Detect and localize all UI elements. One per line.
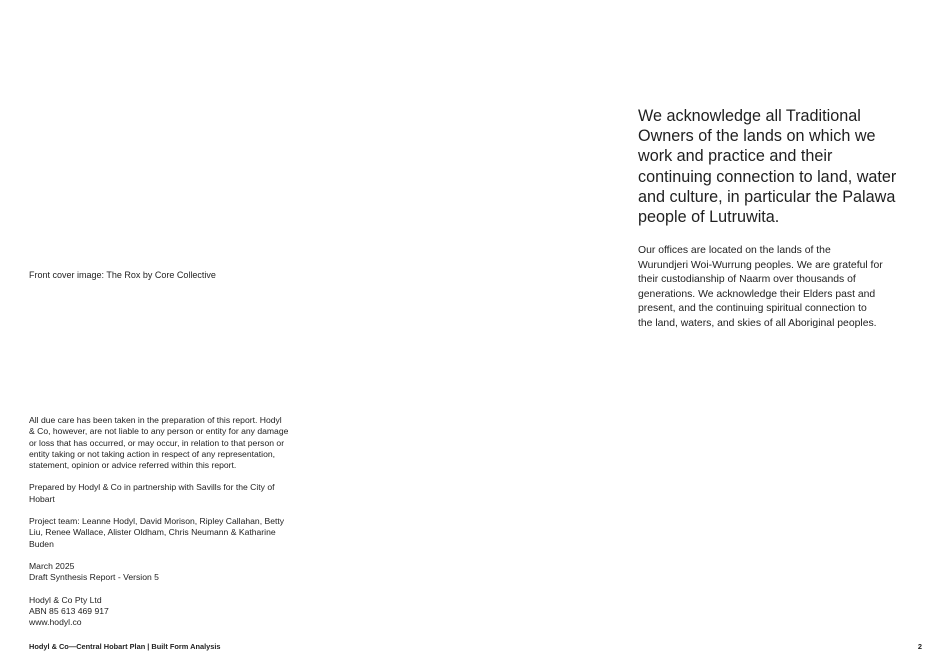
disclaimer-line: All due care has been taken in the preparation of this report. Hodyl [29, 415, 282, 425]
acknowledgement-body-line: their custodianship of Naarm over thousands of [638, 274, 856, 286]
acknowledgement-body-line: Our offices are located on the lands of the [638, 245, 831, 256]
acknowledgement-heading-line: people of Lutruwita. [638, 208, 780, 227]
acknowledgement-body-line: the land, waters, and skies of all Aboriginal peoples. [638, 317, 877, 329]
company-info-paragraph [29, 595, 309, 629]
acknowledgement-heading-line: We acknowledge all Traditional [638, 107, 861, 125]
prepared-by-paragraph [29, 482, 309, 505]
acknowledgement-heading-line: Owners of the lands on which we [638, 127, 876, 146]
acknowledgement-body-line: generations. We acknowledge their Elders past and [638, 288, 876, 300]
project-team-line: Liu, Renee Wallace, Alister Oldham, Chris Neumann & Katharine [29, 527, 276, 538]
report-version: Draft Synthesis Report - Version 5 [29, 572, 159, 583]
disclaimer-paragraph [29, 415, 309, 471]
acknowledgement-heading-line: continuing connection to land, water [638, 167, 897, 186]
disclaimer-line: & Co, however, are not liable to any person or entity for any damage [29, 426, 289, 437]
cover-image-caption: Front cover image: The Rox by Core Collective [29, 270, 216, 280]
company-name: Hodyl & Co Pty Ltd [29, 594, 102, 605]
company-website: www.hodyl.co [29, 617, 82, 628]
footer-title: Hodyl & Co—Central Hobart Plan | Built Form Analysis [29, 642, 221, 651]
report-date: March 2025 [29, 560, 75, 571]
disclaimer-line: statement, opinion or advice referred within this report. [29, 460, 237, 471]
acknowledgement-body-line: Wurundjeri Woi-Wurrung peoples. We are grateful for [638, 259, 883, 271]
report-info-paragraph [29, 561, 309, 584]
disclaimer-line: or loss that has occurred, or may occur, in relation to that person or [29, 437, 285, 448]
acknowledgement-body-line: present, and the continuing spiritual connection to [638, 303, 867, 315]
acknowledgement-heading-line: work and practice and their [638, 147, 833, 166]
report-details [29, 415, 309, 639]
company-abn: ABN 85 613 469 917 [29, 605, 109, 616]
project-team-line: Project team: Leanne Hodyl, David Morison, Ripley Callahan, Betty [29, 516, 285, 527]
project-team-paragraph [29, 516, 309, 550]
acknowledgement-heading [638, 106, 928, 227]
disclaimer-line: entity taking or not taking action in respect of any representation, [29, 448, 276, 459]
acknowledgement-heading-line: and culture, in particular the Palawa [638, 187, 896, 206]
acknowledgement-body [638, 244, 928, 332]
page-number: 2 [917, 642, 922, 651]
prepared-by-line: Hobart [29, 493, 55, 504]
project-team-line: Buden [29, 538, 54, 549]
prepared-by-line: Prepared by Hodyl & Co in partnership with Savills for the City of [29, 482, 275, 493]
